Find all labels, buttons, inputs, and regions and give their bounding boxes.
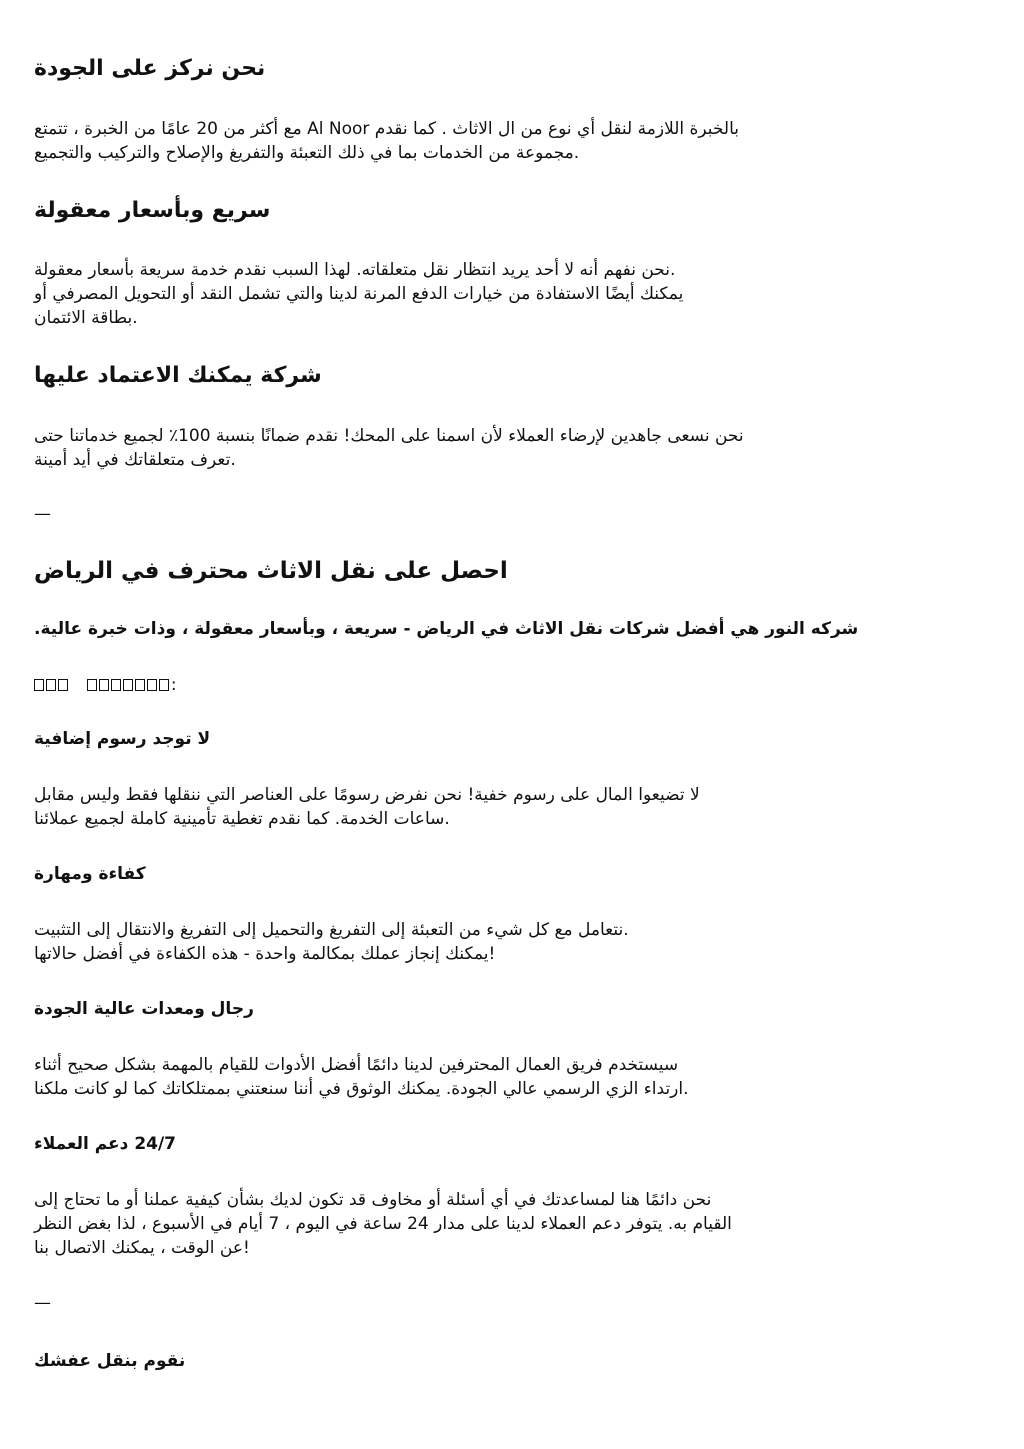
paragraph-line: القيام به. يتوفر دعم العملاء لدينا على مدار 24 ساعة في اليوم ، 7 أيام في الأسبوع ، لذا بغض النظر [34, 1214, 732, 1234]
missing-glyphs-line [34, 673, 177, 697]
paragraph-fast-affordable [34, 258, 984, 330]
paragraph-line: يمكنك أيضًا الاستفادة من خيارات الدفع المرنة لدينا والتي تشمل النقد أو التحويل المصرفي أو [34, 284, 684, 304]
paragraph-men-equipment [34, 1053, 984, 1101]
paragraph-line: مجموعة من الخدمات بما في ذلك التعبئة والتفريغ والإصلاح والتركيب والتجميع. [34, 143, 580, 163]
heading-get-professional-moving: احصل على نقل الاثاث محترف في الرياض [34, 558, 508, 584]
section-divider: — [34, 1293, 51, 1313]
paragraph-line: سيستخدم فريق العمال المحترفين لدينا دائمًا أفضل الأدوات للقيام بالمهمة بشكل صحيح أثناء [34, 1055, 679, 1075]
missing-glyph-icon [135, 679, 145, 691]
glyph-suffix: : [170, 675, 177, 695]
paragraph-reliable-company [34, 424, 984, 472]
paragraph-line: مع أكثر من 20 عامًا من الخبرة ، تتمتع Al Noor بالخبرة اللازمة لنقل أي نوع من ال الاثاث . كما نقدم [34, 119, 740, 139]
heading-customer-support: 24/7 دعم العملاء [34, 1134, 177, 1154]
paragraph-line: ارتداء الزي الرسمي عالي الجودة. يمكنك الوثوق في أننا سنعتني بممتلكاتك كما لو كانت ملكنا. [34, 1079, 689, 1099]
paragraph-customer-support [34, 1188, 984, 1260]
paragraph-line: يمكنك إنجاز عملك بمكالمة واحدة - هذه الكفاءة في أفضل حالاتها! [34, 944, 496, 964]
paragraph-line: نتعامل مع كل شيء من التعبئة إلى التفريغ والتحميل إلى التفريغ والانتقال إلى التثبيت. [34, 920, 629, 940]
paragraph-experience [34, 117, 984, 165]
paragraph-line: عن الوقت ، يمكنك الاتصال بنا! [34, 1238, 250, 1258]
paragraph-line: بطاقة الائتمان. [34, 308, 138, 328]
paragraph-line: ساعات الخدمة. كما نقدم تغطية تأمينية كاملة لجميع عملائنا. [34, 809, 450, 829]
section-divider: — [34, 504, 51, 524]
missing-glyph-icon [34, 679, 44, 691]
paragraph-line: لا تضيعوا المال على رسوم خفية! نحن نفرض رسومًا على العناصر التي ننقلها فقط وليس مقابل [34, 785, 700, 805]
missing-glyph-icon [147, 679, 157, 691]
paragraph-no-extra-fees [34, 783, 984, 831]
missing-glyph-icon [46, 679, 56, 691]
heading-efficiency-skill: كفاءة ومهارة [34, 864, 146, 884]
paragraph-efficiency-skill [34, 918, 984, 966]
missing-glyph-icon [111, 679, 121, 691]
missing-glyph-icon [159, 679, 169, 691]
heading-fast-affordable: سريع وبأسعار معقولة [34, 198, 271, 223]
missing-glyph-icon [123, 679, 133, 691]
paragraph-line: نحن نفهم أنه لا أحد يريد انتظار نقل متعلقاته. لهذا السبب نقدم خدمة سريعة بأسعار معقولة. [34, 260, 676, 280]
missing-glyph-icon [87, 679, 97, 691]
missing-glyph-icon [58, 679, 68, 691]
heading-no-extra-fees: لا توجد رسوم إضافية [34, 729, 211, 749]
heading-quality: نحن نركز على الجودة [34, 56, 266, 81]
paragraph-line: تعرف متعلقاتك في أيد أمينة. [34, 450, 236, 470]
heading-men-equipment: رجال ومعدات عالية الجودة [34, 999, 254, 1019]
heading-furniture-moving: نقوم بنقل عفشك [34, 1351, 186, 1371]
heading-alnoor-best-company: شركه النور هي أفضل شركات نقل الاثاث في الرياض - سريعة ، وبأسعار معقولة ، وذات خبرة عالية. [34, 619, 859, 639]
missing-glyph-icon [99, 679, 109, 691]
paragraph-line: نحن دائمًا هنا لمساعدتك في أي أسئلة أو مخاوف قد تكون لديك بشأن كيفية عملنا أو ما تحتاج إلى [34, 1190, 712, 1210]
paragraph-line: نحن نسعى جاهدين لإرضاء العملاء لأن اسمنا على المحك! نقدم ضمانًا بنسبة 100٪ لجميع خدماتنا حتى [34, 426, 744, 446]
heading-reliable-company: شركة يمكنك الاعتماد عليها [34, 363, 322, 388]
